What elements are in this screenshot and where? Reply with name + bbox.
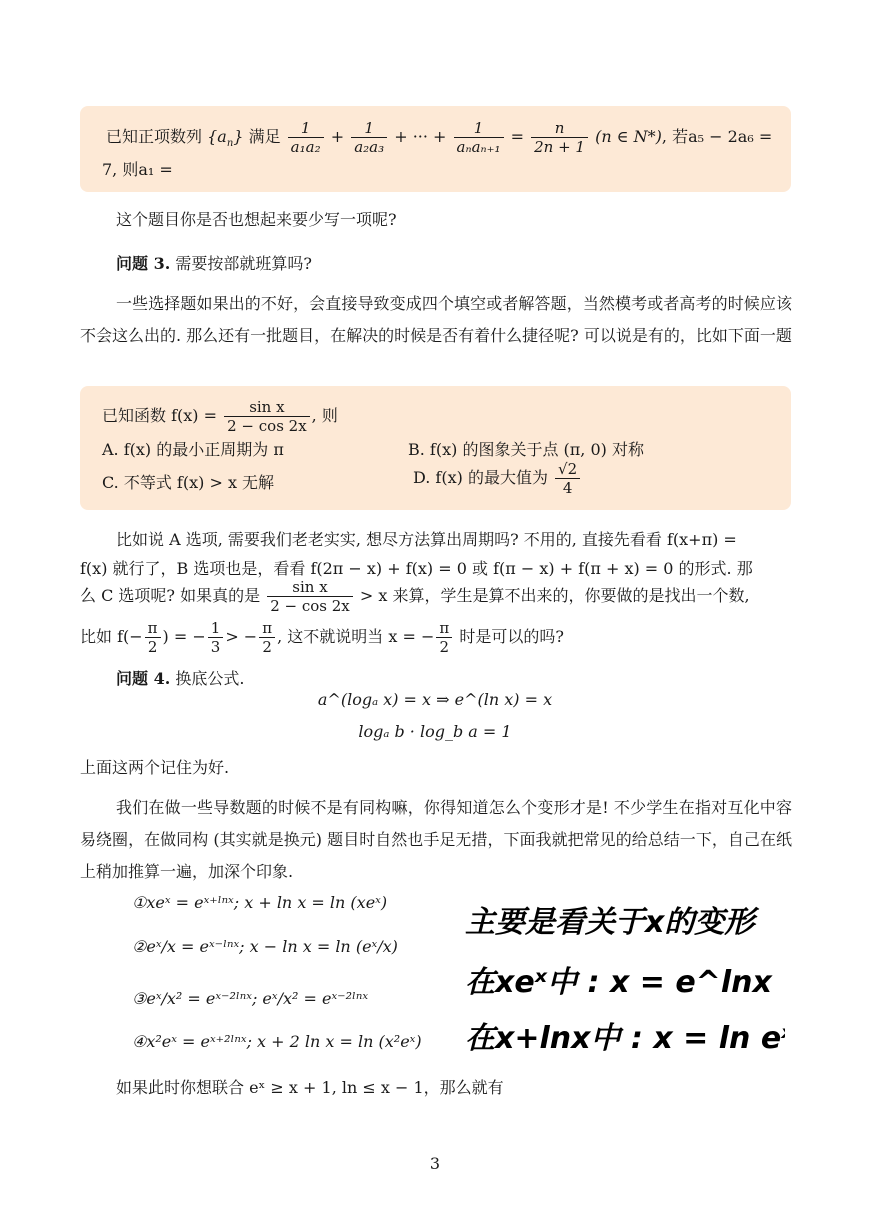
identity-2: ②eˣ/x = eˣ⁻ˡⁿˣ; x − ln x = ln (eˣ/x) — [132, 937, 398, 956]
problem2-stem-end: , 则 — [311, 406, 338, 425]
problem1-line2: 7, 则a₁ = — [102, 160, 173, 179]
seq-close: } — [233, 127, 244, 146]
page-number: 3 — [429, 1154, 441, 1173]
condition: (n ∈ N*) — [595, 127, 662, 146]
seq-sub: n — [226, 138, 234, 150]
fraction-1: $\frac{1}{\text{a₁a₂}}$ — [288, 119, 324, 156]
handwritten-notes — [455, 890, 785, 1074]
paragraph-4: 我们在做一些导数题的时候不是有同构嘛，你得知道怎么个变形才是! 不少学生在指对互化中容易绕圈，在做同构 (其实就是换元) 题目时自然也手足无措，下面我就把常见的给总结一下，自己在纸上稍加推算一遍，加深个印象. — [80, 798, 792, 881]
fraction-2: $\frac{1}{\text{a₂a₃}}$ — [351, 119, 387, 156]
option-d-text: D. f(x) 的最大值为 — [413, 468, 548, 487]
option-d — [413, 458, 582, 498]
equals-sign: = — [510, 127, 525, 146]
plus-sign: + — [330, 127, 345, 146]
identity-3: ③eˣ/x² = eˣ⁻²ˡⁿˣ; eˣ/x² = eˣ⁻²ˡⁿˣ — [132, 989, 369, 1008]
handwriting-line-2: 在xeˣ中 : x = e^lnx — [465, 965, 772, 1000]
paragraph-2: 一些选择题如果出的不好，会直接导致变成四个填空或者解答题，当然模考或者高考的时候应该不会这么出的. 那么还有一批题目，在解决的时候是否有着什么捷径呢? 可以说是有的，比如下面一题 — [80, 294, 792, 345]
plus-ellipsis: + ··· + — [394, 127, 447, 146]
remember-note: 上面这两个记住为好. — [80, 758, 230, 777]
formula-change-of-base-1: a^(logₐ x) = x ⇒ e^(ln x) = x — [317, 690, 553, 709]
problem2-stem — [102, 396, 338, 436]
option-b: B. f(x) 的图象关于点 (π, 0) 对称 — [408, 440, 644, 459]
question-4-label: 问题 4. — [116, 669, 171, 688]
handwriting-line-3: 在x+lnx中 : x = ln eˣ — [465, 1021, 785, 1056]
paragraph-3-line-4: 比如 f(− $\frac{\pi}{2}$ ) = − $\frac{1}{3}$ > − $\frac{\pi}{2}$ , 这不就说明当 x = − $\frac{\pi}{2}$ 时是可以的吗? — [80, 619, 564, 656]
problem2-stem-text: 已知函数 f(x) = — [102, 406, 223, 425]
paragraph-after-problem1: 这个题目你是否也想起来要少写一项呢? — [116, 210, 397, 229]
formula-change-of-base-2: logₐ b · log_b a = 1 — [358, 722, 512, 741]
option-d-fraction: $\frac{√2}{4}$ — [555, 460, 580, 497]
question-3-heading — [116, 251, 312, 274]
question-3-text: 需要按部就班算吗? — [170, 254, 312, 273]
paragraph-3-line-3: 么 C 选项呢? 如果真的是 $\frac{\text{sin x}}{2 - \cos 2x}$ > x 来算，学生是算不出来的，你要做的是找出一个数, — [80, 578, 750, 615]
final-paragraph: 如果此时你想联合 eˣ ≥ x + 1, ln ≤ x − 1，那么就有 — [116, 1078, 504, 1097]
identity-4: ④x²eˣ = eˣ⁺²ˡⁿˣ; x + 2 ln x = ln (x²eˣ) — [132, 1032, 422, 1051]
problem1-line1 — [106, 116, 772, 165]
question-4-text: 换底公式. — [170, 669, 245, 688]
paragraph-3-line-2: f(x) 就行了，B 选项也是，看看 f(2π − x) + f(x) = 0 或 f(π − x) + f(π + x) = 0 的形式. 那 — [80, 559, 753, 578]
seq-open: {a — [207, 127, 227, 146]
handwriting-drawing — [455, 890, 785, 1070]
problem1-text-b: 满足 — [248, 127, 281, 146]
problem1-text: 已知正项数列 — [106, 127, 203, 146]
handwriting-line-1: 主要是看关于x的变形 — [465, 905, 755, 940]
option-a: A. f(x) 的最小正周期为 π — [102, 440, 284, 459]
fraction-4: $\frac{n}{2n + 1}$ — [531, 119, 588, 156]
problem2-fraction: $\frac{\text{sin x}}{2 - \cos 2x}$ — [224, 398, 310, 435]
fraction-3: $\frac{1}{\text{aₙaₙ₊₁}}$ — [454, 119, 504, 156]
option-c: C. 不等式 f(x) > x 无解 — [102, 473, 275, 492]
problem1-text-c: , 若a₅ − 2a₆ = — [661, 127, 773, 146]
identity-1: ①xeˣ = eˣ⁺ˡⁿˣ; x + ln x = ln (xeˣ) — [132, 893, 388, 912]
question-3-label: 问题 3. — [116, 254, 171, 273]
question-4-heading — [116, 666, 244, 689]
paragraph-3-line-1: 比如说 A 选项, 需要我们老老实实, 想尽方法算出周期吗? 不用的, 直接先看看 f(x+π) = — [116, 530, 737, 549]
